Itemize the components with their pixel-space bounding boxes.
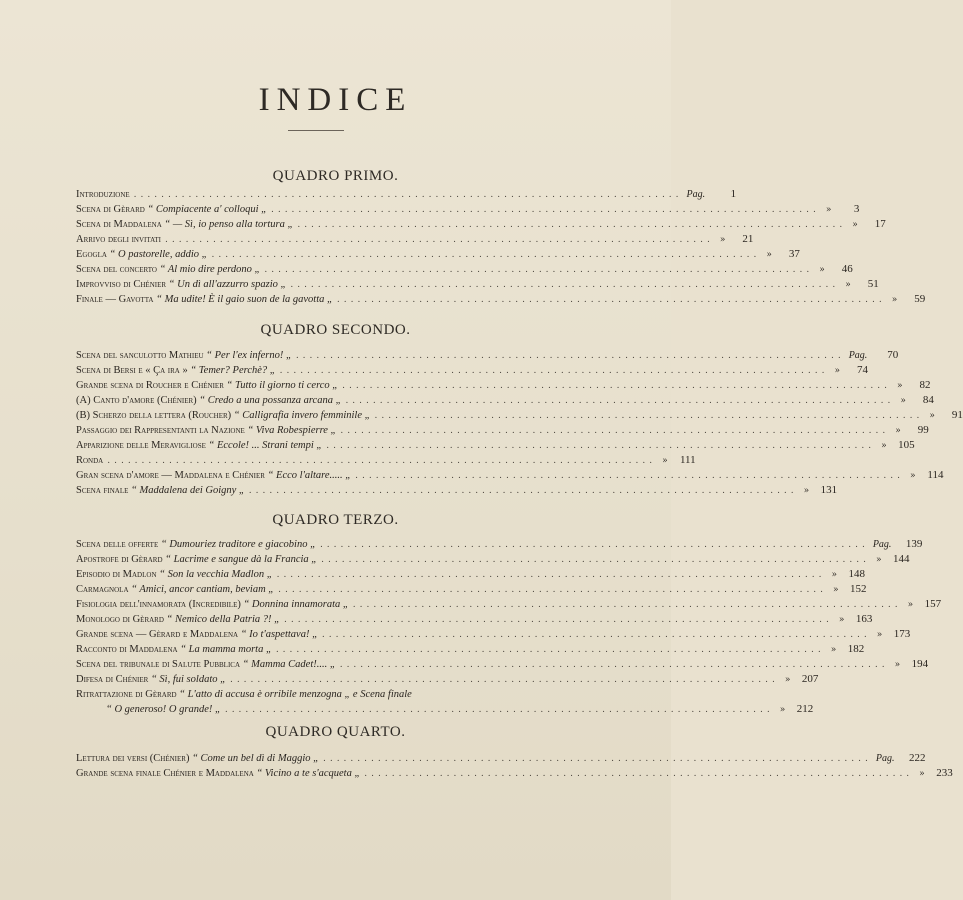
page-number: 46 (841, 263, 853, 275)
page-number: 114 (927, 469, 944, 481)
leader-dots: ................................................................................ (319, 540, 869, 550)
entry-scene: Grande scena di Roucher e Chénier (76, 380, 224, 391)
page-marker: » (919, 769, 925, 779)
page-number: 212 (796, 703, 814, 715)
index-entry (76, 423, 929, 438)
page-marker: » (833, 585, 839, 595)
leader-dots: ................................................................................ (229, 675, 779, 685)
entry-quote: “ Io t'aspettava! „ (240, 629, 318, 640)
page-marker: Pag. (872, 539, 892, 550)
index-entry (76, 232, 754, 247)
entry-quote: “ Un dì all'azzurro spazio „ (168, 279, 287, 290)
index-entry (76, 567, 865, 582)
section-heading-quadro-quarto: QUADRO QUARTO. (265, 724, 406, 740)
leader-dots: ................................................................................ (321, 555, 870, 565)
section-list-quadro-terzo (76, 537, 942, 717)
page-marker: » (834, 366, 840, 376)
entry-title (76, 657, 336, 672)
entry-title (76, 408, 370, 423)
leader-dots: ................................................................................ (107, 456, 657, 466)
entry-scene: Episodio di Madlon (76, 569, 157, 580)
entry-scene: Finale — Gavotta (76, 294, 154, 305)
entry-title (76, 612, 280, 627)
entry-title (76, 453, 103, 468)
page-marker: » (819, 265, 825, 275)
entry-quote: “ Compiacente a' colloqui „ (147, 204, 267, 215)
page-marker: » (881, 441, 887, 451)
entry-scene: Carmagnola (76, 584, 129, 595)
entry-title (76, 217, 293, 232)
entry-title (76, 438, 322, 453)
page-marker: » (891, 295, 898, 305)
page-marker: » (907, 600, 914, 610)
page-number: 51 (867, 278, 879, 290)
page-marker: » (895, 426, 901, 436)
entry-scene: Monologo di Gèrard (76, 614, 164, 625)
leader-dots: ................................................................................ (345, 396, 895, 406)
entry-quote: “ Donnina innamorata „ (243, 599, 349, 610)
entry-quote: “ Eccole! ... Strani tempi „ (208, 440, 323, 451)
page-marker: » (876, 630, 883, 640)
page-number: 1 (730, 188, 737, 200)
entry-scene: Gran scena d'amore — Maddalena e Chénier (76, 470, 265, 481)
index-entry (76, 642, 865, 657)
entry-title (76, 766, 360, 781)
entry-scene: Scena finale (76, 485, 129, 496)
leader-dots: ................................................................................ (355, 471, 904, 481)
entry-scene: Apostrofe di Gèrard (76, 554, 163, 565)
page-number: 194 (911, 658, 929, 670)
page-number: 70 (887, 349, 899, 361)
index-entry (76, 378, 931, 393)
entry-quote: “ Ma udite! È il gaio suon de la gavotta „ (156, 294, 333, 305)
entry-scene: Ritrattazione di Gèrard (76, 689, 177, 700)
index-entry (76, 627, 911, 642)
entry-scene: (B) Scherzo della lettera (Roucher) (76, 410, 232, 421)
page-number: 173 (893, 628, 911, 640)
entry-title (76, 672, 226, 687)
entry-scene: Fisiologia dell'innamorata (Incredibile) (76, 599, 241, 610)
index-entry (76, 537, 923, 552)
page-number: 37 (788, 248, 800, 260)
entry-scene: Ronda (76, 455, 104, 466)
index-entry (76, 657, 929, 672)
index-entry (76, 292, 926, 307)
index-entry (76, 687, 522, 702)
leader-dots: ................................................................................ (270, 205, 820, 215)
entry-title (76, 582, 274, 597)
index-entry (76, 408, 963, 423)
leader-dots: ................................................................................ (336, 295, 886, 305)
entry-quote: “ Son la vecchia Madlon „ (159, 569, 273, 580)
leader-dots: ................................................................................ (321, 630, 871, 640)
entry-quote: “ Amici, ancor cantiam, beviam „ (131, 584, 275, 595)
page-marker: » (784, 675, 791, 685)
entry-quote: “ Nemico della Patria ?! „ (166, 614, 280, 625)
entry-scene: Racconto di Maddalena (76, 644, 178, 655)
page-number: 131 (820, 484, 838, 496)
entry-scene: Scena del tribunale di Salute Pubblica (76, 659, 241, 670)
entry-scene: Grande scena — Gèrard e Maddalena (76, 629, 239, 640)
page-number: 157 (924, 598, 942, 610)
entry-quote: “ Dumouriez traditore e giacobino „ (160, 539, 316, 550)
leader-dots: ................................................................................ (248, 486, 798, 496)
entry-title (76, 187, 130, 202)
page-number: 182 (847, 643, 865, 655)
leader-dots: ................................................................................ (339, 660, 889, 670)
entry-quote: “ Al mio dire perdono „ (159, 264, 261, 275)
page-marker: Pag. (686, 189, 706, 200)
leader-dots: ................................................................................ (278, 585, 828, 595)
index-entry (76, 612, 873, 627)
page-number: 21 (742, 233, 754, 245)
entry-title (76, 687, 412, 702)
index-entry (76, 766, 953, 781)
page-marker: » (929, 411, 935, 421)
entry-title (76, 423, 336, 438)
entry-quote: “ O generoso! O grande! „ (106, 704, 221, 715)
page-marker: » (900, 396, 906, 406)
index-entry (76, 277, 879, 292)
page-number: 163 (855, 613, 873, 625)
leader-dots: ................................................................................ (264, 265, 814, 275)
leader-dots: ................................................................................ (295, 351, 845, 361)
entry-title (76, 751, 319, 766)
page-marker: » (838, 615, 845, 625)
page-number: 82 (919, 379, 931, 391)
entry-title (76, 262, 260, 277)
page-marker: » (779, 705, 786, 715)
page-marker: » (830, 645, 837, 655)
entry-title (76, 567, 273, 582)
page-number: 222 (908, 752, 926, 764)
page-number: 111 (679, 454, 696, 466)
leader-dots: ................................................................................ (364, 769, 914, 779)
entry-quote: “ La mamma morta „ (180, 644, 272, 655)
entry-scene: Introduzione (76, 189, 130, 200)
entry-quote: “ Come un bel dì di Maggio „ (192, 753, 319, 764)
entry-quote: “ O pastorelle, addio „ (109, 249, 208, 260)
title-divider (288, 130, 344, 131)
page-number: 17 (874, 218, 886, 230)
section-list-quadro-quarto (76, 751, 953, 781)
page-marker: » (876, 555, 882, 565)
page-number: 91 (951, 409, 963, 421)
entry-title (76, 232, 161, 247)
entry-title (76, 348, 292, 363)
entry-scene: Improvviso di Chénier (76, 279, 167, 290)
entry-quote: “ Calligrafia invero femminile „ (233, 410, 371, 421)
entry-scene: Scena del concerto (76, 264, 157, 275)
entry-quote: “ Vicino a te s'acqueta „ (256, 768, 361, 779)
section-heading-quadro-secondo: QUADRO SECONDO. (260, 322, 411, 338)
leader-dots: ................................................................................ (275, 645, 825, 655)
page-number: 74 (857, 364, 868, 376)
page-marker: » (766, 250, 772, 260)
entry-quote: “ Lacrime e sangue dà la Francia „ (165, 554, 318, 565)
page-number: 152 (850, 583, 867, 595)
page-marker: » (894, 660, 901, 670)
index-entry (76, 468, 944, 483)
entry-title (76, 277, 286, 292)
leader-dots: ................................................................................ (342, 381, 892, 391)
page-marker: » (825, 205, 832, 215)
page-marker: » (897, 381, 903, 391)
index-entry (76, 582, 867, 597)
leader-dots: ................................................................................ (211, 250, 761, 260)
leader-dots: ................................................................................ (283, 615, 833, 625)
leader-dots: ................................................................................ (352, 600, 902, 610)
entry-quote: “ — Sì, io penso alla tortura „ (164, 219, 294, 230)
section-list-quadro-primo (76, 187, 926, 307)
index-entry (76, 393, 934, 408)
index-entry (76, 202, 860, 217)
entry-scene: Difesa di Chénier (76, 674, 149, 685)
entry-title (76, 483, 245, 498)
leader-dots: ................................................................................ (326, 441, 876, 451)
entry-title (76, 378, 338, 393)
entry-scene: (A) Canto d'amore (Chénier) (76, 395, 197, 406)
entry-quote: “ Sì, fui soldato „ (150, 674, 226, 685)
leader-dots: ................................................................................ (276, 570, 826, 580)
entry-quote: “ Maddalena dei Goigny „ (131, 485, 245, 496)
leader-dots: ................................................................................ (322, 754, 872, 764)
index-entry (76, 552, 910, 567)
entry-scene: Arrivo degli invitati (76, 234, 161, 245)
leader-dots: ................................................................................ (164, 235, 714, 245)
entry-title (76, 597, 349, 612)
page-marker: » (909, 471, 916, 481)
index-entry (76, 438, 915, 453)
entry-scene: Passaggio dei Rappresentanti la Nazione (76, 425, 245, 436)
leader-dots: ................................................................................ (374, 411, 924, 421)
page-marker: Pag. (848, 350, 868, 361)
leader-dots: ................................................................................ (340, 426, 890, 436)
leader-dots: ................................................................................ (224, 705, 774, 715)
entry-quote: “ L'atto di accusa è orribile menzogna „ e Scena finale (179, 689, 412, 700)
index-entry (76, 483, 838, 498)
page-number: 207 (801, 673, 819, 685)
entry-quote: “ Temer? Perchè? „ (190, 365, 276, 376)
page-marker: » (845, 280, 851, 290)
page-number: 105 (898, 439, 915, 451)
entry-title (76, 627, 318, 642)
entry-quote: “ Credo a una possanza arcana „ (199, 395, 342, 406)
index-entry (76, 597, 942, 612)
entry-quote: “ Per l'ex inferno! „ (206, 350, 292, 361)
page-marker: » (803, 486, 810, 496)
entry-quote: “ Tutto il giorno ti cerco „ (226, 380, 339, 391)
entry-scene: Scena delle offerte (76, 539, 159, 550)
section-heading-quadro-primo: QUADRO PRIMO. (272, 168, 399, 184)
page-marker: Pag. (875, 753, 895, 764)
entry-scene: Scena di Maddalena (76, 219, 162, 230)
leader-dots: ................................................................................ (133, 190, 683, 200)
entry-scene: Scena di Gèrard (76, 204, 145, 215)
page-title: INDICE (258, 82, 413, 118)
entry-title (76, 247, 207, 262)
leader-dots: ................................................................................ (297, 220, 847, 230)
entry-scene: Lettura dei versi (Chénier) (76, 753, 190, 764)
page-number: 3 (853, 203, 860, 215)
page-marker: » (831, 570, 837, 580)
page-marker: » (719, 235, 726, 245)
section-list-quadro-secondo (76, 348, 963, 498)
entry-scene: Apparizione delle Meravigliose (76, 440, 206, 451)
entry-title (76, 393, 341, 408)
leader-dots: ................................................................................ (290, 280, 840, 290)
index-entry (76, 453, 696, 468)
leader-dots: ................................................................................ (279, 366, 829, 376)
entry-title (76, 202, 267, 217)
index-entry (76, 247, 800, 262)
section-heading-quadro-terzo: QUADRO TERZO. (272, 512, 399, 528)
entry-scene: Scena di Bersi e « Ça ira » (76, 365, 188, 376)
entry-title (76, 363, 276, 378)
page-number: 84 (922, 394, 934, 406)
index-entry (76, 672, 819, 687)
index-entry (76, 751, 926, 766)
entry-title (76, 642, 272, 657)
entry-title (76, 702, 221, 717)
entry-title (76, 292, 333, 307)
page-number: 139 (905, 538, 923, 550)
page-number: 99 (917, 424, 929, 436)
entry-quote: “ Viva Robespierre „ (247, 425, 337, 436)
entry-scene: Scena del sanculotto Mathieu (76, 350, 204, 361)
index-entry (76, 702, 814, 717)
entry-scene: Grande scena finale Chénier e Maddalena (76, 768, 254, 779)
entry-scene: Egogla (76, 249, 107, 260)
index-entry (76, 217, 886, 232)
index-entry (76, 363, 868, 378)
index-entry (76, 262, 853, 277)
page-number: 144 (893, 553, 910, 565)
page-marker: » (662, 456, 668, 466)
entry-title (76, 537, 316, 552)
page-number: 233 (936, 767, 953, 779)
entry-title (76, 468, 351, 483)
index-entry (76, 187, 737, 202)
entry-title (76, 552, 317, 567)
entry-quote: “ Mamma Cadet!.... „ (242, 659, 336, 670)
entry-quote: “ Ecco l'altare..... „ (267, 470, 352, 481)
page-number: 59 (914, 293, 926, 305)
index-entry (76, 348, 899, 363)
page-number: 148 (848, 568, 865, 580)
page-marker: » (852, 220, 858, 230)
